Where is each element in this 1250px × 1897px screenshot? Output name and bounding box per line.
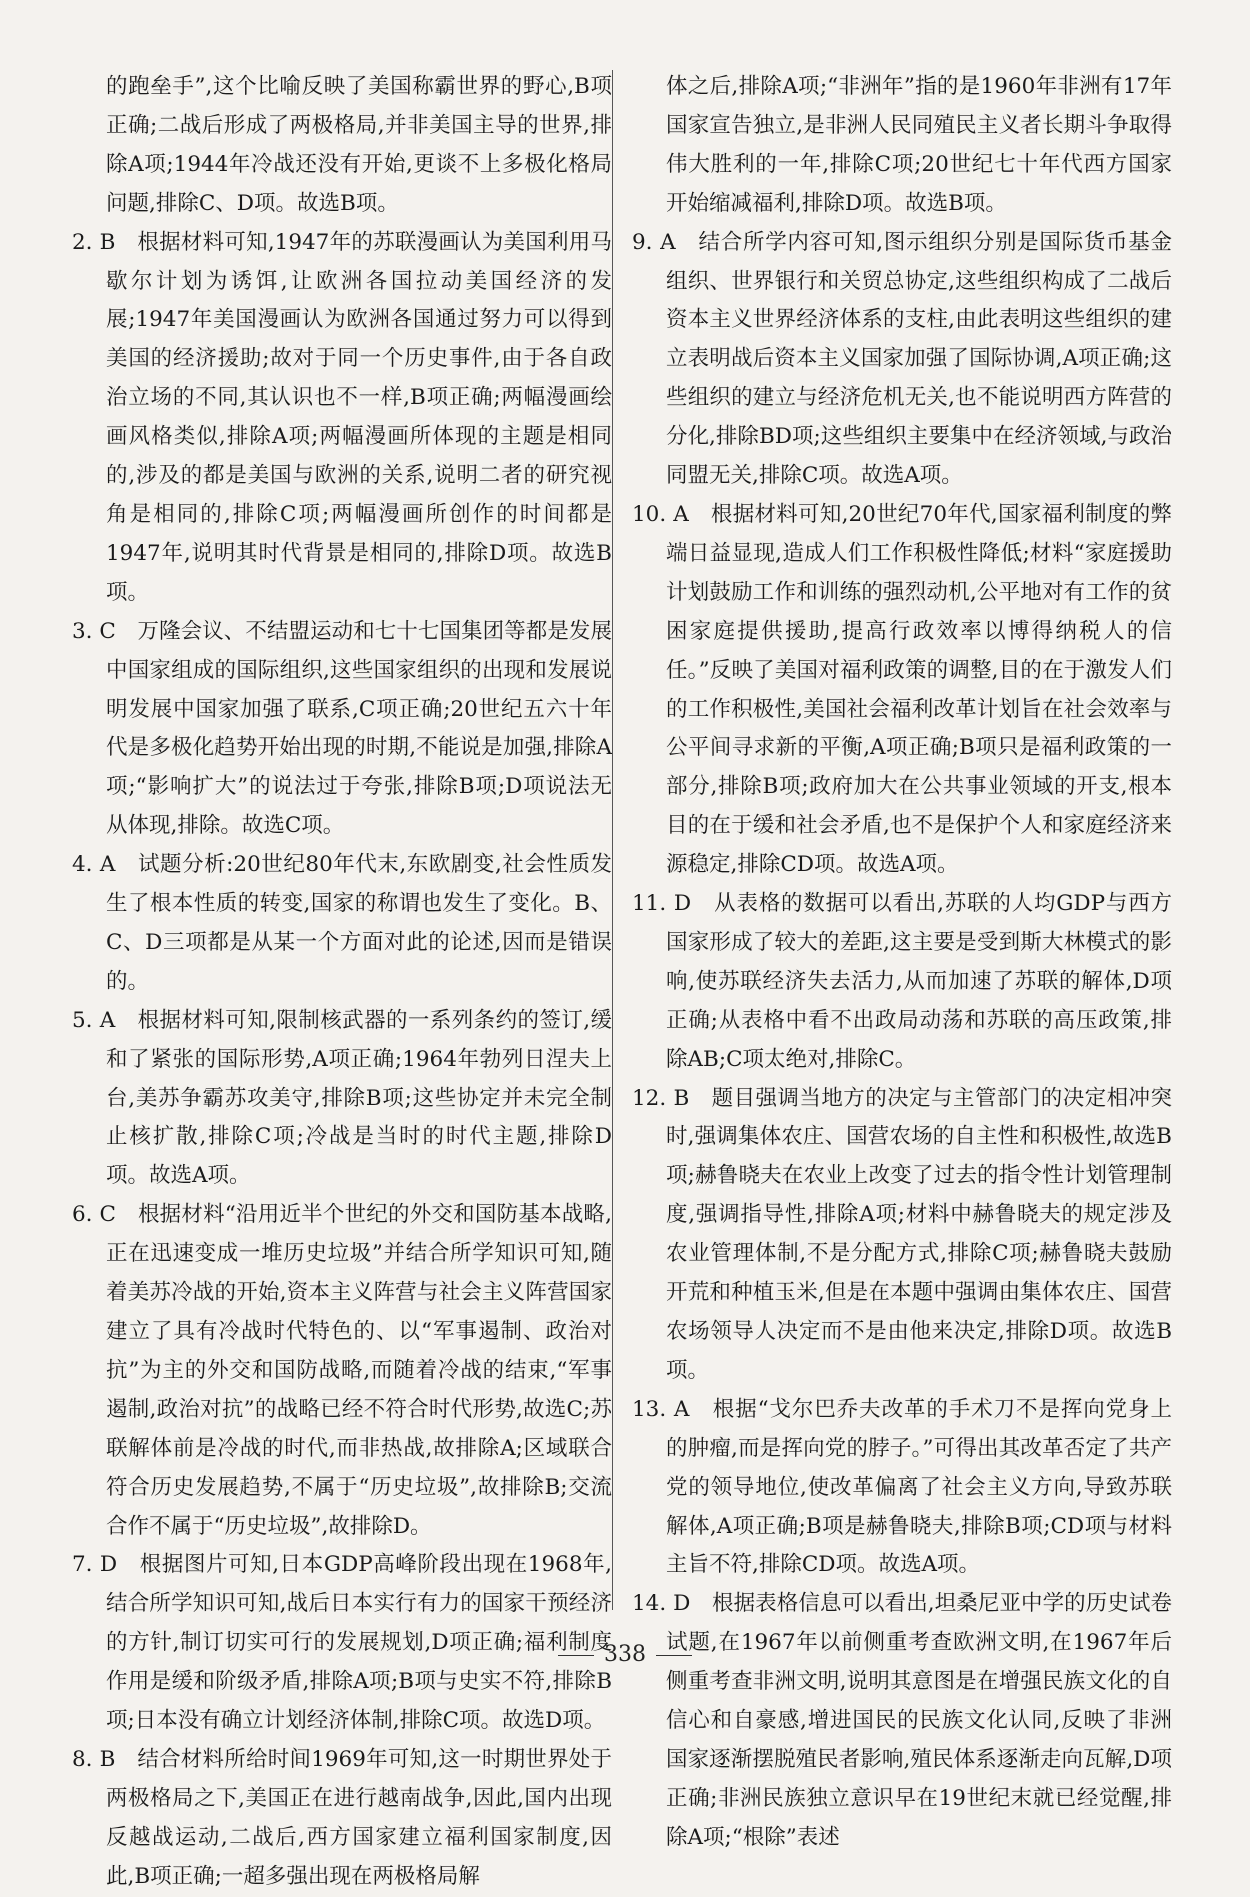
answer-item-q13 — [632, 1391, 1172, 1586]
page-footer — [0, 1642, 1250, 1667]
footer-dash-left — [558, 1655, 594, 1656]
answer-text: 6. C 根据材料“沿用近半个世纪的外交和国防基本战略,正在迅速变成一堆历史垃圾”并结合所学知识可知,随着美苏冷战的开始,资本主义阵营与社会主义阵营国家建立了具有冷战时代特色的、以“军事遏制、政治对抗”为主的外交和国防战略,而随着冷战的结束,“军事遏制,政治对抗”的战略已经不符合时代形势,故选C;苏联解体前是冷战的时代,而非热战,故排除A;区域联合符合历史发展趋势,不属于“历史垃圾”,故排除B;交流合作不属于“历史垃圾”,故排除D。 — [72, 1202, 612, 1539]
answer-text: 7. D 根据图片可知,日本GDP高峰阶段出现在1968年,结合所学知识可知,战后日本实行有力的国家干预经济的方针,制订切实可行的发展规划,D项正确;福利制度作用是缓和阶级矛盾,排除A项;B项与史实不符,排除B项;日本没有确立计划经济体制,排除C项。故选D项。 — [72, 1552, 612, 1734]
answer-item-q9 — [632, 224, 1172, 496]
answer-item-q11 — [632, 885, 1172, 1080]
answer-text: 3. C 万隆会议、不结盟运动和七十七国集团等都是发展中国家组成的国际组织,这些国家组织的出现和发展说明发展中国家加强了联系,C项正确;20世纪五六十年代是多极化趋势开始出现的时期,不能说是加强,排除A项;“影响扩大”的说法过于夸张,排除B项;D项说法无从体现,排除。故选C项。 — [72, 618, 612, 839]
answer-text: 5. A 根据材料可知,限制核武器的一系列条约的签订,缓和了紧张的国际形势,A项正确;1964年勃列日涅夫上台,美苏争霸苏攻美守,排除B项;这些协定并未完全制止核扩散,排除C项;冷战是当时的时代主题,排除D项。故选A项。 — [72, 1007, 612, 1189]
page-number: 338 — [604, 1642, 646, 1667]
answer-text: 的跑垒手”,这个比喻反映了美国称霸世界的野心,B项正确;二战后形成了两极格局,并非美国主导的世界,排除A项;1944年冷战还没有开始,更谈不上多极化格局问题,排除C、D项。故选B项。 — [106, 74, 612, 216]
answer-text: 10. A 根据材料可知,20世纪70年代,国家福利制度的弊端日益显现,造成人们工作积极性降低;材料“家庭援助计划鼓励工作和训练的强烈动机,公平地对有工作的贫困家庭提供援助,提高行政效率以博得纳税人的信任。”反映了美国对福利政策的调整,目的在于激发人们的工作积极性,美国社会福利改革计划旨在社会效率与公平间寻求新的平衡,A项正确;B项只是福利政策的一部分,排除B项;政府加大在公共事业领域的开支,根本目的在于缓和社会矛盾,也不是保护个人和家庭经济来源稳定,排除CD项。故选A项。 — [632, 501, 1172, 878]
left-column — [72, 68, 612, 1897]
answer-item-q6 — [72, 1196, 612, 1546]
answer-item-q5 — [72, 1002, 612, 1197]
footer-dash-right — [656, 1655, 692, 1656]
answer-item-q2 — [72, 224, 612, 613]
answer-item-q8 — [72, 1741, 612, 1897]
answer-text: 11. D 从表格的数据可以看出,苏联的人均GDP与西方国家形成了较大的差距,这主要是受到斯大林模式的影响,使苏联经济失去活力,从而加速了苏联的解体,D项正确;从表格中看不出政局动荡和苏联的高压政策,排除AB;C项太绝对,排除C。 — [632, 891, 1172, 1072]
answer-item-q12 — [632, 1080, 1172, 1391]
continuation-paragraph — [632, 68, 1172, 224]
answer-item-q3 — [72, 613, 612, 846]
right-column — [632, 68, 1172, 1858]
column-divider — [612, 70, 613, 1610]
answer-text: 12. B 题目强调当地方的决定与主管部门的决定相冲突时,强调集体农庄、国营农场的自主性和积极性,故选B项;赫鲁晓夫在农业上改变了过去的指令性计划管理制度,强调指导性,排除A项;材料中赫鲁晓夫的规定涉及农业管理体制,不是分配方式,排除C项;赫鲁晓夫鼓励开荒和种植玉米,但是在本题中强调由集体农庄、国营农场领导人决定而不是由他来决定,排除D项。故选B项。 — [632, 1085, 1172, 1383]
answer-item-q10 — [632, 496, 1172, 885]
answer-text: 9. A 结合所学内容可知,图示组织分别是国际货币基金组织、世界银行和关贸总协定,这些组织构成了二战后资本主义世界经济体系的支柱,由此表明这些组织的建立表明战后资本主义国家加强了国际协调,A项正确;这些组织的建立与经济危机无关,也不能说明西方阵营的分化,排除BD项;这些组织主要集中在经济领域,与政治同盟无关,排除C项。故选A项。 — [632, 229, 1172, 489]
continuation-paragraph — [72, 68, 612, 224]
answer-text: 体之后,排除A项;“非洲年”指的是1960年非洲有17年国家宣告独立,是非洲人民同殖民主义者长期斗争取得伟大胜利的一年,排除C项;20世纪七十年代西方国家开始缩减福利,排除D项。故选B项。 — [666, 74, 1172, 216]
answer-item-q4 — [72, 846, 612, 1002]
answer-text: 8. B 结合材料所给时间1969年可知,这一时期世界处于两极格局之下,美国正在进行越南战争,因此,国内出现反越战运动,二战后,西方国家建立福利国家制度,因此,B项正确;一超多强出现在两极格局解 — [72, 1746, 612, 1889]
answer-text: 13. A 根据“戈尔巴乔夫改革的手术刀不是挥向党身上的肿瘤,而是挥向党的脖子。”可得出其改革否定了共产党的领导地位,使改革偏离了社会主义方向,导致苏联解体,A项正确;B项是赫鲁晓夫,排除B项;CD项与材料主旨不符,排除CD项。故选A项。 — [632, 1396, 1172, 1578]
answer-item-q14 — [632, 1585, 1172, 1857]
answer-text: 4. A 试题分析:20世纪80年代末,东欧剧变,社会性质发生了根本性质的转变,国家的称谓也发生了变化。B、C、D三项都是从某一个方面对此的论述,因而是错误的。 — [72, 852, 612, 994]
answer-text: 2. B 根据材料可知,1947年的苏联漫画认为美国利用马歇尔计划为诱饵,让欧洲各国拉动美国经济的发展;1947年美国漫画认为欧洲各国通过努力可以得到美国的经济援助;故对于同一个历史事件,由于各自政治立场的不同,其认识也不一样,B项正确;两幅漫画绘画风格类似,排除A项;两幅漫画所体现的主题是相同的,涉及的都是美国与欧洲的关系,说明二者的研究视角是相同的,排除C项;两幅漫画所创作的时间都是1947年,说明其时代背景是相同的,排除D项。故选B项。 — [72, 229, 612, 605]
answer-text: 14. D 根据表格信息可以看出,坦桑尼亚中学的历史试卷试题,在1967年以前侧重考查欧洲文明,在1967年后侧重考查非洲文明,说明其意图是在增强民族文化的自信心和自豪感,增进国民的民族文化认同,反映了非洲国家逐渐摆脱殖民者影响,殖民体系逐渐走向瓦解,D项正确;非洲民族独立意识早在19世纪末就已经觉醒,排除A项;“根除”表述 — [632, 1591, 1172, 1850]
